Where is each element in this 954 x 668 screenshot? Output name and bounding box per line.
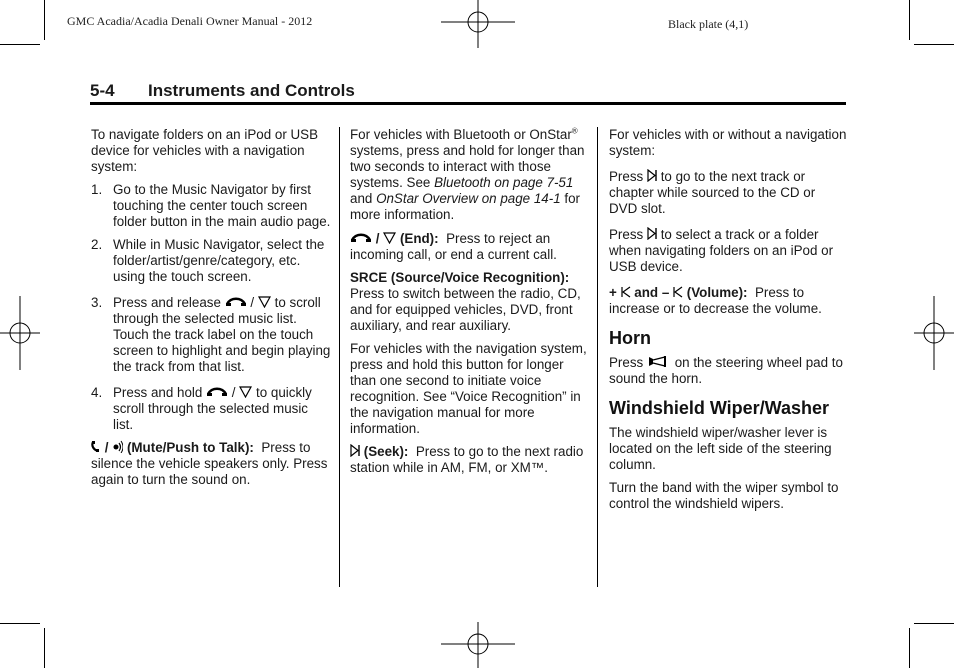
column-3 (609, 127, 847, 519)
registration-mark-bottom (441, 622, 515, 668)
column-2 (350, 127, 590, 483)
crop-mark-br-h (914, 623, 954, 624)
seek-next-icon (647, 169, 657, 182)
onstar-reference-link[interactable]: OnStar Overview on page 14-1 (376, 191, 561, 206)
horn-heading: Horn (609, 328, 651, 348)
crop-mark-tr-v (909, 0, 910, 40)
select-track-paragraph: Press to select a track or a folder when navigating folders on an iPod or USB device. (609, 227, 834, 274)
registration-mark-left (0, 296, 40, 370)
mute-label: (Mute/Push to Talk): (126, 440, 254, 455)
end-call-icon (206, 386, 228, 398)
list-item: 2. While in Music Navigator, select the folder/artist/genre/category, etc. using the touch screen. (91, 237, 325, 284)
nav-system-intro: For vehicles with or without a navigation system: (609, 127, 847, 158)
ipod-navigation-intro: To navigate folders on an iPod or USB device for vehicles with a navigation system: (91, 127, 319, 174)
down-triangle-icon (258, 296, 271, 308)
horn-paragraph: Press on the steering wheel pad to sound the horn. (609, 355, 843, 386)
voice-recognition-paragraph: For vehicles with the navigation system, press and hold this button for longer than one second to initiate voice recognition. See “Voice Recognition” in the navigation manual for more information. (350, 341, 587, 436)
list-item: 4. Press and hold / to quickly scroll through the selected music list. (91, 385, 312, 432)
wiper-band-paragraph: Turn the band with the wiper symbol to control the windshield wipers. (609, 480, 839, 511)
volume-up-icon (621, 286, 631, 298)
seek-next-icon (647, 227, 657, 240)
voice-talk-icon (112, 440, 123, 453)
volume-paragraph: + and – (Volume): Press to increase or to decrease the volume. (609, 285, 822, 316)
crop-mark-bl-v (44, 628, 45, 668)
list-item: 3. Press and release / to scroll through the selected music list. Touch the track label on the touch screen to highlight and begin playing the track from that list. (91, 295, 331, 374)
plate-label: Black plate (4,1) (668, 17, 749, 31)
volume-down-icon (673, 286, 683, 298)
srce-paragraph: SRCE (Source/Voice Recognition): Press to switch between the radio, CD, and for equipped vehicles, DVD, front auxiliary, and rear auxiliary. (350, 270, 581, 333)
crop-mark-br-v (909, 628, 910, 668)
down-triangle-icon (239, 386, 252, 398)
wiper-heading: Windshield Wiper/Washer (609, 398, 830, 418)
section-heading (90, 80, 846, 105)
crop-mark-tl-h (0, 44, 40, 45)
end-call-icon (350, 232, 372, 244)
column-divider-2 (597, 127, 598, 587)
section-number: 5-4 (90, 81, 115, 100)
horn-icon (647, 355, 671, 368)
crop-mark-tl-v (44, 0, 45, 40)
end-call-paragraph: / (End): Press to reject an incoming call, or end a current call. (350, 231, 557, 262)
registration-mark-top (441, 0, 515, 48)
mute-paragraph: / (Mute/Push to Talk): Press to silence the vehicle speakers only. Press again to turn the sound on. (91, 440, 328, 487)
bluetooth-paragraph: For vehicles with Bluetooth or OnStar® systems, press and hold for longer than two seconds to interact with those systems. See Bluetooth on page 7-51 and OnStar Overview on page 14-1 for more information. (350, 126, 585, 222)
manual-title: GMC Acadia/Acadia Denali Owner Manual - 2012 (67, 14, 313, 28)
registration-mark-right (914, 296, 954, 370)
next-track-paragraph: Press to go to the next track or chapter while sourced to the CD or DVD slot. (609, 169, 816, 216)
crop-mark-tr-h (914, 44, 954, 45)
column-1 (91, 127, 331, 495)
srce-label: SRCE (Source/Voice Recognition): (350, 270, 570, 285)
seek-label: (Seek): (363, 444, 409, 459)
list-item: 1. Go to the Music Navigator by first touching the center touch screen folder button in the main audio page. (91, 182, 331, 229)
wiper-location-paragraph: The windshield wiper/washer lever is located on the left side of the steering column. (609, 425, 832, 472)
column-divider-1 (339, 127, 340, 587)
seek-paragraph: (Seek): Press to go to the next radio station while in AM, FM, or XM™. (350, 444, 584, 475)
volume-label: (Volume): (686, 285, 748, 300)
bluetooth-reference-link[interactable]: Bluetooth on page 7-51 (434, 175, 574, 190)
down-triangle-icon (383, 232, 396, 244)
end-label: (End): (399, 231, 439, 246)
end-call-icon (225, 296, 247, 308)
section-title: Instruments and Controls (148, 81, 355, 100)
crop-mark-bl-h (0, 623, 40, 624)
seek-next-icon (350, 444, 360, 457)
call-answer-icon (91, 440, 101, 453)
